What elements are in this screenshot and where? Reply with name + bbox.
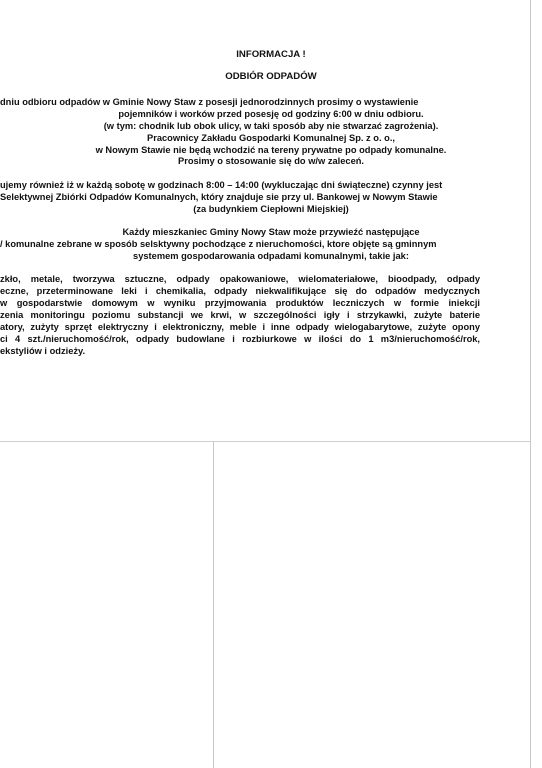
text-line: ci 4 szt./nieruchomość/rok, odpady budowlane i rozbiurkowe w ilości do 1 m3/nieruchomość/rok, [0, 334, 480, 344]
text-line: eczne, przeterminowane leki i chemikalia, odpady niekwalifikujące się do odpadów medycznych [0, 286, 480, 296]
text-line: w gospodarstwie domowym w wyniku przyjmowania produktów leczniczych w formie iniekcji [0, 298, 480, 308]
text-line: Prosimy o stosowanie się do w/w zaleceń. [178, 156, 364, 166]
text-line: zkło, metale, tworzywa sztuczne, odpady opakowaniowe, wielomateriałowe, bioodpady, odpady [0, 274, 480, 284]
text-line: / komunalne zebrane w sposób selsktywny pochodzące z nieruchomości, ktore objęte są gminnym [0, 239, 437, 249]
text-line: Pracownicy Zakładu Gospodarki Komunalnej Sp. z o. o., [147, 133, 395, 143]
text-line: dniu odbioru odpadów w Gminie Nowy Staw z posesji jednorodzinnych prosimy o wystawienie [0, 97, 419, 107]
scan-fold-line [213, 442, 214, 768]
text-line: (w tym: chodnik lub obok ulicy, w taki sposób aby nie stwarzać zagrożenia). [103, 121, 439, 131]
document-title: INFORMACJA ! [236, 49, 306, 60]
text-line: systemem gospodarowania odpadami komunalnymi, takie jak: [133, 251, 409, 261]
text-line: Każdy mieszkaniec Gminy Nowy Staw może przywieźć następujące [122, 227, 420, 237]
document-subtitle: ODBIÓR ODPADÓW [225, 71, 317, 82]
text-line: zenia monitoringu poziomu substancji we krwi, w szczególności igły i strzykawki, zużyte baterie [0, 310, 480, 320]
text-line: (za budynkiem Ciepłowni Miejskiej) [193, 204, 349, 214]
text-line: w Nowym Stawie nie będą wchodzić na tereny prywatne po odpady komunalne. [95, 145, 447, 155]
text-line: Selektywnej Zbiórki Odpadów Komunalnych, który znajduje sie przy ul. Bankowej w Nowym Stawie [0, 192, 438, 202]
text-line: atory, zużyty sprzęt elektryczny i elektroniczny, meble i inne odpady wielogabarytowe, zużyte opony [0, 322, 480, 332]
scan-fold-line [0, 441, 530, 442]
scan-edge-line [530, 0, 531, 768]
text-line: pojemników i worków przed posesję od godziny 6:00 w dniu odbioru. [118, 109, 424, 119]
text-line: ujemy również iż w każdą sobotę w godzinach 8:00 – 14:00 (wykluczając dni świąteczne) czynny jest [0, 180, 443, 190]
text-line: ekstyliów i odzieży. [0, 346, 86, 356]
